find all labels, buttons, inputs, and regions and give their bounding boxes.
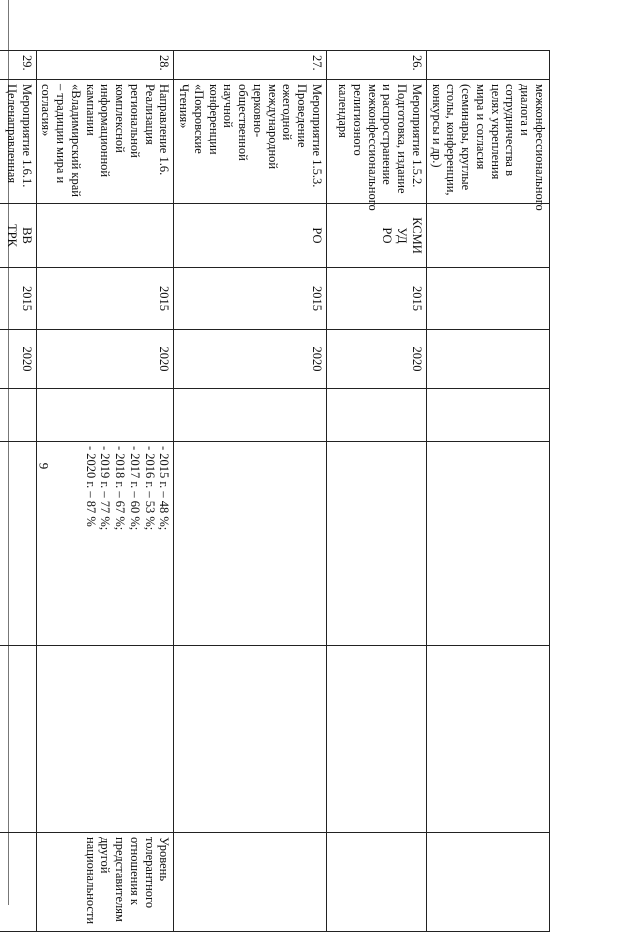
responsible-org	[36, 204, 174, 268]
blank-cell	[36, 646, 174, 833]
row-number: 26.	[327, 51, 427, 80]
page-number: 9	[36, 462, 52, 470]
row-number	[427, 51, 550, 80]
responsible-org: РО	[174, 204, 327, 268]
end-year	[427, 330, 550, 389]
start-year: 2015	[174, 268, 327, 330]
start-year: 2015	[0, 268, 36, 330]
end-year: 2020	[0, 330, 36, 389]
activity-name: Мероприятие 1.5.2. Подготовка, издание и распространение межконфессионального религиозного календаря	[327, 80, 427, 204]
start-year: 2015	[36, 268, 174, 330]
funding-cell	[427, 389, 550, 442]
indicator-description	[427, 833, 550, 932]
activity-name: Направление 1.6. Реализация региональной комплексной информационной кампании «Владимирский край – традиции мира и согласия»	[36, 80, 174, 204]
table-row	[427, 51, 550, 932]
start-year: 2015	[327, 268, 427, 330]
activity-name: Мероприятие 1.6.1. Целенаправленная	[0, 80, 36, 204]
indicator-values	[427, 442, 550, 646]
table-row	[36, 51, 174, 932]
table-row	[0, 51, 36, 932]
blank-cell	[427, 646, 550, 833]
indicator-description	[327, 833, 427, 932]
table-row	[174, 51, 327, 932]
row-number: 27.	[174, 51, 327, 80]
start-year	[427, 268, 550, 330]
indicator-description	[0, 833, 36, 932]
table-viewport	[5, 50, 550, 925]
indicator-values	[327, 442, 427, 646]
row-number: 28.	[36, 51, 174, 80]
table-row	[327, 51, 427, 932]
end-year: 2020	[36, 330, 174, 389]
indicator-description	[174, 833, 327, 932]
activity-name: Мероприятие 1.5.3. Проведение ежегодной международной церковно-общественной научной конференции «Покровские Чтения»	[174, 80, 327, 204]
funding-cell	[36, 389, 174, 442]
program-activities-table	[0, 50, 550, 932]
row-number: 29.	[0, 51, 36, 80]
funding-cell	[327, 389, 427, 442]
indicator-values	[174, 442, 327, 646]
funding-cell	[174, 389, 327, 442]
activity-name: межконфессионального диалога и сотрудничества в целях укрепления мира и согласия (семинары, круглые столы, конференции, конкурсы и др.)	[427, 80, 550, 204]
indicator-description: Уровень толерантного отношения к представителям другой национальности	[36, 833, 174, 932]
responsible-org: ВВ ТРК	[0, 204, 36, 268]
blank-cell	[174, 646, 327, 833]
indicator-values	[0, 442, 36, 646]
responsible-org	[427, 204, 550, 268]
end-year: 2020	[174, 330, 327, 389]
blank-cell	[327, 646, 427, 833]
indicator-values: - 2015 г. – 48 %; - 2016 г. – 53 %; - 2017 г. – 60 %; - 2018 г. – 67 %; - 2019 г. – 77 %; - 2020 г. – 87 %	[36, 442, 174, 646]
rotated-table-wrapper	[5, 50, 550, 925]
responsible-org: КСМИ УД РО	[327, 204, 427, 268]
end-year: 2020	[327, 330, 427, 389]
funding-cell	[0, 389, 36, 442]
blank-cell	[0, 646, 36, 833]
